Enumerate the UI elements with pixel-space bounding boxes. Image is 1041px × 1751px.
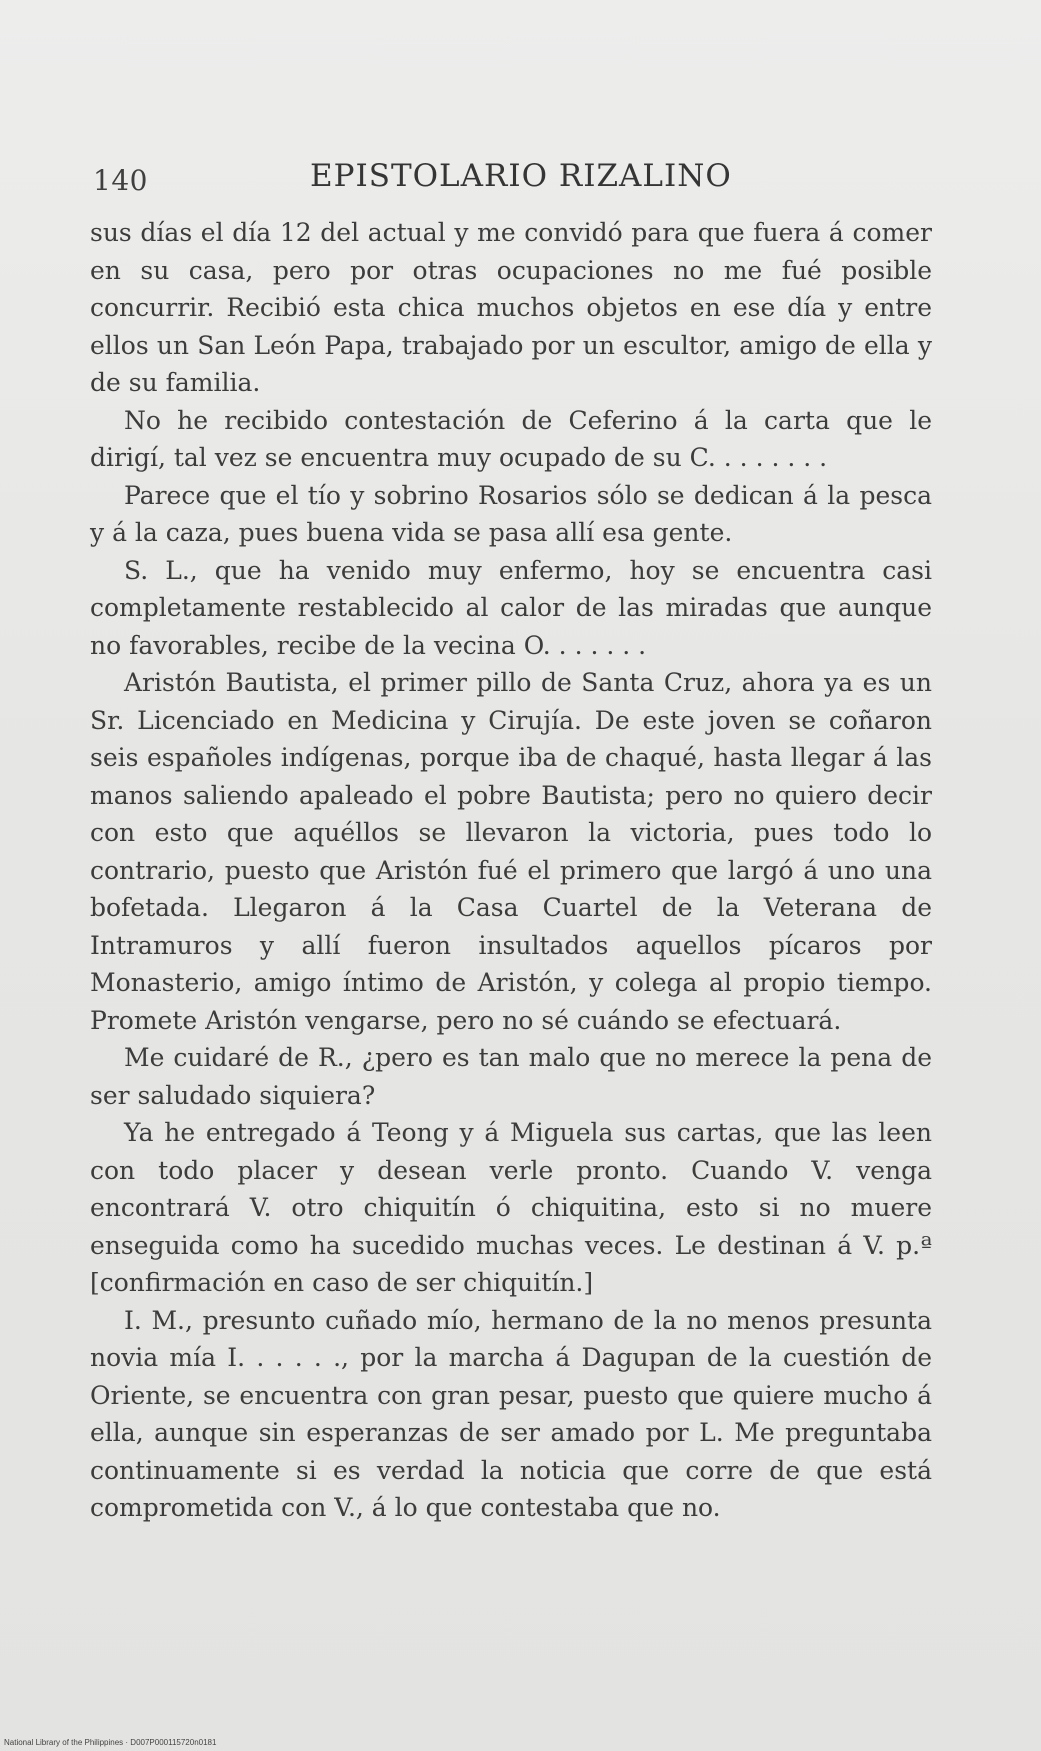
paragraph-s-l: S. L., que ha venido muy enfermo, hoy se encuentra casi completamente restablecido al calor de las miradas que aunque no favorables, recibe de la vecina O. . . . . . . — [90, 555, 932, 660]
paragraph-i-m: I. M., presunto cuñado mío, hermano de la no menos presunta novia mía I. . . . . ., por la marcha á Dagupan de la cuestión de Oriente, se encuentra con gran pesar, puesto que quiere mucho á ella, aunque sin esperanzas de ser amado por L. Me preguntaba continuamente si es verdad la noticia que corre de que está comprometida con V., á lo que contestaba que no. — [90, 1305, 932, 1522]
paragraph-continuation: sus días el día 12 del actual y me convidó para que fuera á comer en su casa, pero por otras ocupaciones no me fué posible concurrir. Recibió esta chica muchos objetos en ese día y entre ellos un San León Papa, trabajado por un escultor, amigo de ella y de su familia. — [90, 218, 932, 397]
page-header — [93, 158, 913, 204]
paragraph-ariston-bautista: Aristón Bautista, el primer pillo de Santa Cruz, ahora ya es un Sr. Licenciado en Medicina y Cirujía. De este joven se coñaron seis españoles indígenas, porque iba de chaqué, hasta llegar á las manos saliendo apaleado el pobre Bautista; pero no quiero decir con esto que aquéllos se llevaron la victoria, pues todo lo contrario, puesto que Aristón fué el primero que largó á uno una bofetada. Llegaron á la Casa Cuartel de la Veterana de Intramuros y allí fueron insultados aquellos pícaros por Monasterio, amigo íntimo de Aristón, y colega al propio tiempo. Promete Aristón vengarse, pero no sé cuándo se efectuará. — [90, 668, 932, 1035]
body-text — [90, 214, 932, 1527]
running-title: EPISTOLARIO RIZALINO — [310, 158, 732, 194]
page-number: 140 — [93, 164, 148, 197]
paragraph-r: Me cuidaré de R., ¿pero es tan malo que no merece la pena de ser saludado siquiera? — [90, 1043, 932, 1110]
paragraph-rosarios: Parece que el tío y sobrino Rosarios sólo se dedican á la pesca y á la caza, pues buena vida se pasa allí esa gente. — [90, 480, 932, 547]
paragraph-ceferino: No he recibido contestación de Ceferino á la carta que le dirigí, tal vez se encuentra muy ocupado de su C. . . . . . . . — [90, 405, 932, 472]
archive-footer-note: National Library of the Philippines · D007P000115720n0181 — [4, 1738, 217, 1747]
paragraph-teong-miguela: Ya he entregado á Teong y á Miguela sus cartas, que las leen con todo placer y desean verle pronto. Cuando V. venga encontrará V. otro chiquitín ó chiquitina, esto si no muere enseguida como ha sucedido muchas veces. Le destinan á V. p.ª [confirmación en caso de ser chiquitín.] — [90, 1118, 932, 1297]
